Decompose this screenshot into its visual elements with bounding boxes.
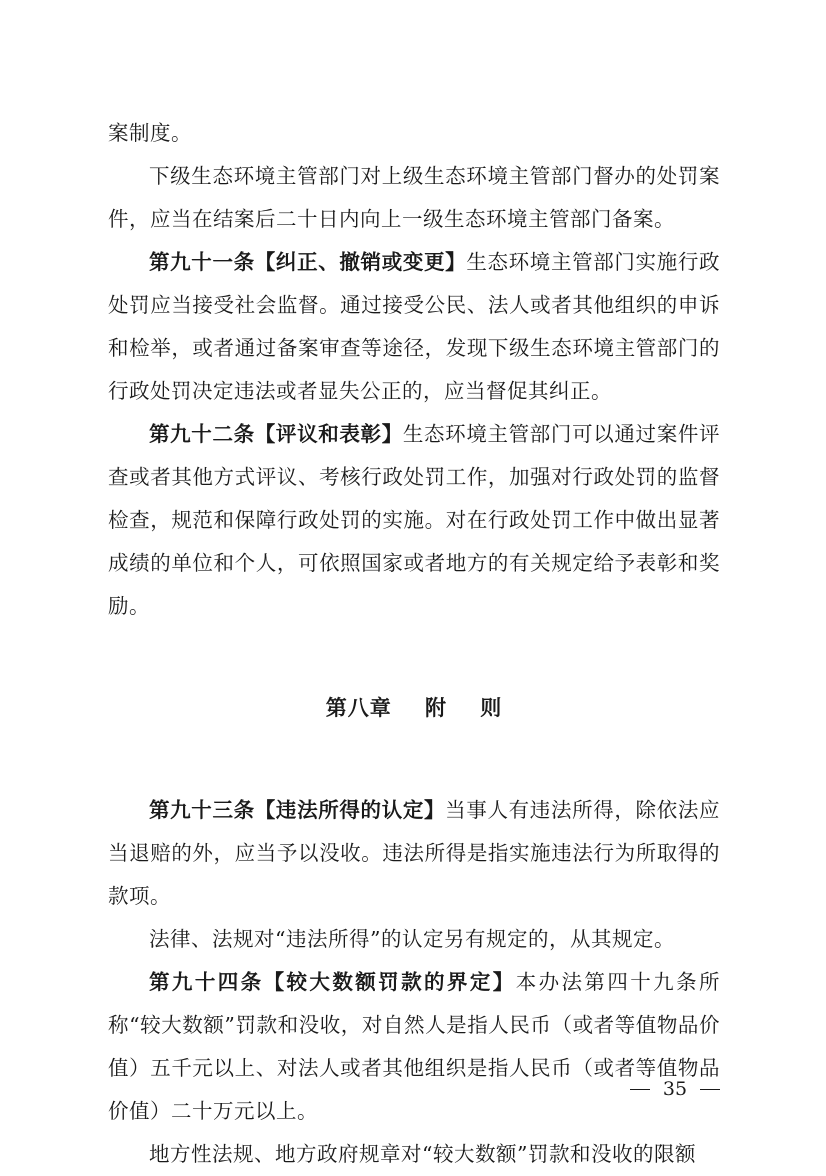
article-92 (108, 413, 720, 628)
paragraph-text: 地方性法规、地方政府规章对“较大数额”罚款和没收的限额 (149, 1142, 696, 1166)
paragraph-filing (108, 155, 720, 241)
page-number: 35 (662, 1078, 688, 1100)
article-number: 第九十一条 (149, 250, 255, 274)
article-text: 生态环境主管部门实施行政处罚应当接受社会监督。通过接受公民、法人或者其他组织的申诉和检举，或者通过备案审查等途径，发现下级生态环境主管部门的行政处罚决定违法或者显失公正的，应当督促其纠正。 (108, 250, 721, 403)
paragraph-text: 法律、法规对“违法所得”的认定另有规定的，从其规定。 (149, 927, 675, 951)
article-title: 【纠正、撤销或变更】 (254, 250, 467, 274)
article-title: 【违法所得的认定】 (254, 798, 446, 822)
paragraph-local-limit (108, 1133, 720, 1176)
paragraph-illegal-gains-rule (108, 918, 720, 961)
article-93 (108, 789, 720, 918)
article-text: 本办法第四十九条所称“较大数额”罚款和没收，对自然人是指人民币（或者等值物品价值）五千元以上、对法人或者其他组织是指人民币（或者等值物品价值）二十万元以上。 (108, 970, 721, 1123)
article-91 (108, 241, 720, 413)
paragraph-continuation (108, 112, 720, 155)
article-text: 生态环境主管部门可以通过案件评查或者其他方式评议、考核行政处罚工作，加强对行政处罚的监督检查，规范和保障行政处罚的实施。对在行政处罚工作中做出显著成绩的单位和个人，可依照国家或者地方的有关规定给予表彰和奖励。 (108, 422, 721, 618)
article-title: 【评议和表彰】 (254, 422, 403, 446)
article-title: 【较大数额罚款的界定】 (263, 970, 516, 994)
page-footer (630, 1074, 720, 1104)
article-text: 当事人有违法所得，除依法应当退赔的外，应当予以没收。违法所得是指实施违法行为所取得的款项。 (108, 798, 721, 908)
document-body (108, 112, 720, 1176)
paragraph-text: 案制度。 (108, 121, 192, 145)
article-number: 第九十二条 (149, 422, 255, 446)
article-number: 第九十三条 (149, 798, 255, 822)
footer-dash-right (700, 1089, 720, 1090)
chapter-heading: 第八章 附 则 (325, 696, 503, 720)
article-94 (108, 961, 720, 1133)
footer-dash-left (630, 1089, 650, 1090)
article-number: 第九十四条 (149, 970, 264, 994)
paragraph-text: 下级生态环境主管部门对上级生态环境主管部门督办的处罚案件，应当在结案后二十日内向上一级生态环境主管部门备案。 (108, 164, 720, 231)
